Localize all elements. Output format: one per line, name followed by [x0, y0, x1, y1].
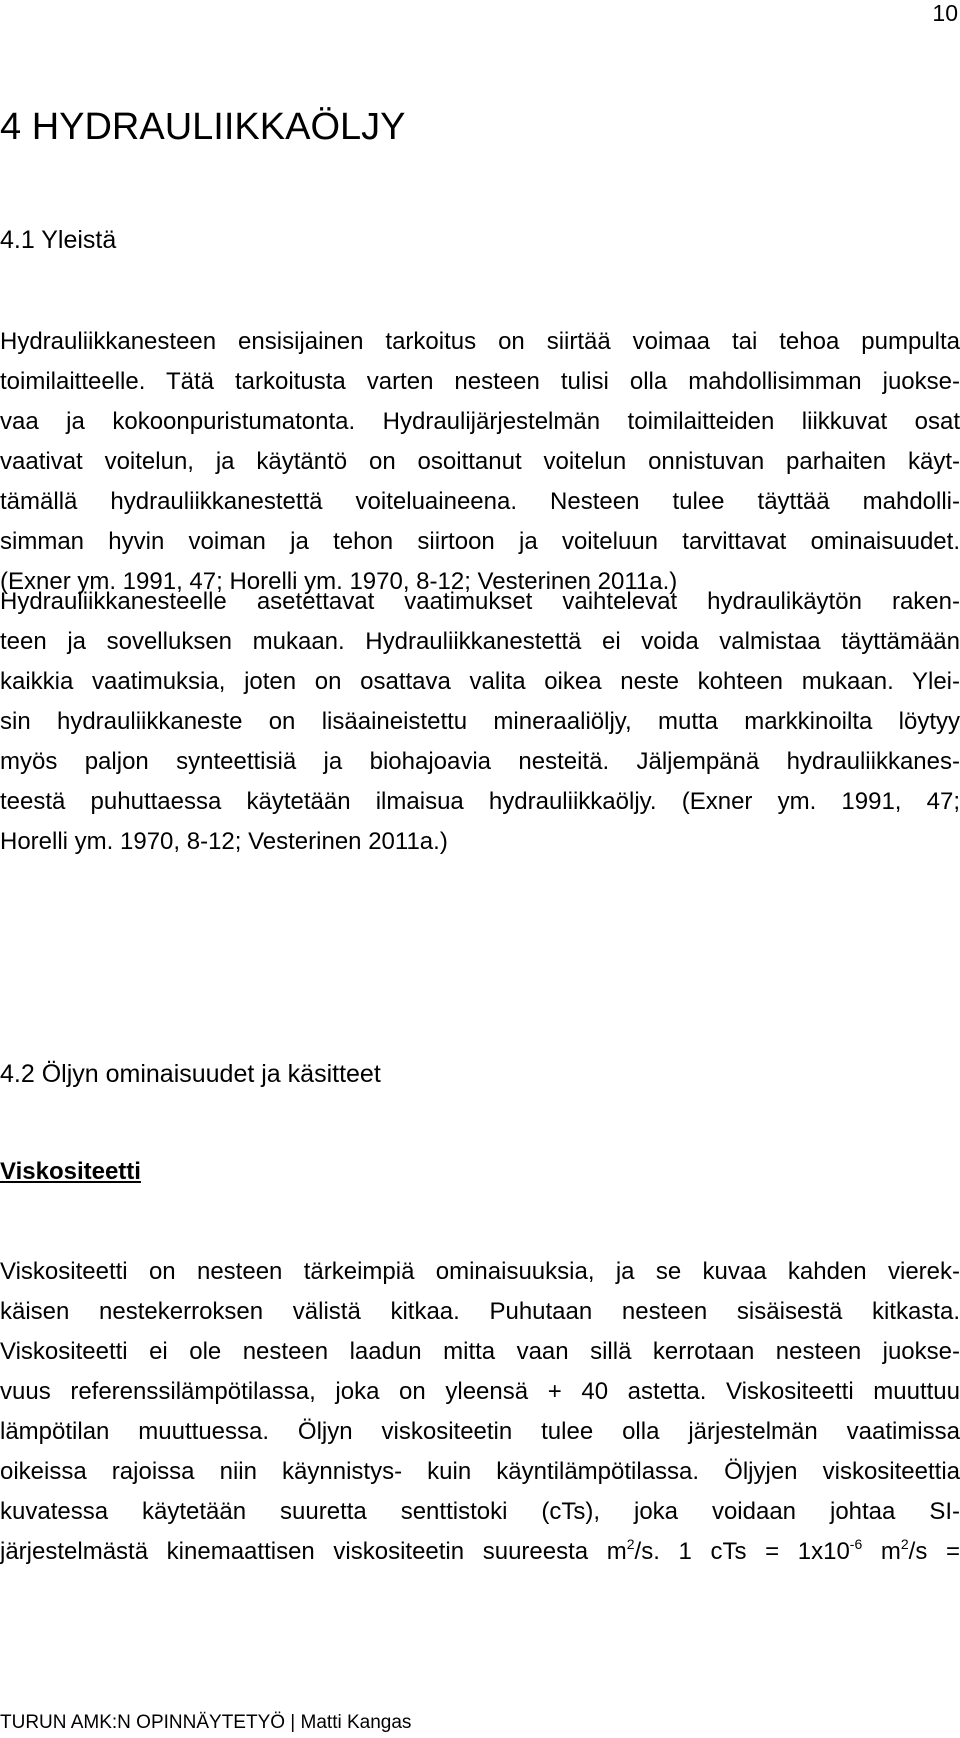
section-title-ominaisuudet: 4.2 Öljyn ominaisuudet ja käsitteet [0, 1060, 381, 1088]
text-line: myös paljon synteettisiä ja biohajoavia nesteitä. Jäljempänä hydrauliikkanes- [0, 748, 960, 775]
text-line: toimilaitteelle. Tätä tarkoitusta varten nesteen tulisi olla mahdollisimman juokse- [0, 368, 960, 395]
text-line: teen ja sovelluksen mukaan. Hydrauliikkanestettä ei voida valmistaa täyttämään [0, 628, 960, 655]
text-line: simman hyvin voiman ja tehon siirtoon ja voiteluun tarvittavat ominaisuudet. [0, 528, 960, 555]
text-line: (Exner ym. 1991, 47; Horelli ym. 1970, 8-12; Vesterinen 2011a.) [0, 568, 678, 595]
footer-author: Matti Kangas [300, 1712, 412, 1733]
text-line: lämpötilan muuttuessa. Öljyn viskositeetin tulee olla järjestelmän vaatimissa [0, 1418, 960, 1445]
section-title-yleista: 4.1 Yleistä [0, 226, 117, 254]
text-line: vuus referenssilämpötilassa, joka on yleensä + 40 astetta. Viskositeetti muuttuu [0, 1378, 960, 1405]
text-line: kaikkia vaatimuksia, joten on osattava valita oikea neste kohteen mukaan. Ylei- [0, 668, 960, 695]
chapter-title: 4 HYDRAULIIKKAÖLJY [0, 106, 406, 148]
text-line: teestä puhuttaessa käytetään ilmaisua hydrauliikkaöljy. (Exner ym. 1991, 47; [0, 788, 960, 815]
text-line: käisen nestekerroksen välistä kitkaa. Puhutaan nesteen sisäisestä kitkasta. [0, 1298, 960, 1325]
subheading-viskositeetti: Viskositeetti [0, 1158, 141, 1185]
text-line: Hydrauliikkanesteen ensisijainen tarkoitus on siirtää voimaa tai tehoa pumpulta [0, 328, 960, 355]
text-line: Viskositeetti on nesteen tärkeimpiä ominaisuuksia, ja se kuvaa kahden vierek- [0, 1258, 960, 1285]
text-line: vaativat voitelun, ja käytäntö on osoittanut voitelun onnistuvan parhaiten käyt- [0, 448, 960, 475]
text-line: Horelli ym. 1970, 8-12; Vesterinen 2011a.) [0, 828, 448, 855]
page-number: 10 [932, 0, 958, 26]
text-line: kuvatessa käytetään suuretta senttistoki (cTs), joka voidaan johtaa SI- [0, 1498, 960, 1525]
footer-separator: | [285, 1712, 301, 1733]
text-line-formula: järjestelmästä kinemaattisen viskositeetin suureesta $m^2/s$. 1 cTs = $1x10^{-6}$ $m^2/s$ = [0, 1536, 960, 1565]
text-line: sin hydrauliikkaneste on lisäaineistettu mineraaliöljy, mutta markkinoilta löytyy [0, 708, 960, 735]
text-line: Viskositeetti ei ole nesteen laadun mitta vaan sillä kerrotaan nesteen juokse- [0, 1338, 960, 1365]
text-line: oikeissa rajoissa niin käynnistys- kuin käyntilämpötilassa. Öljyjen viskositeettia [0, 1458, 960, 1485]
paragraph-purpose [0, 322, 960, 602]
text-line: tämällä hydrauliikkanestettä voiteluaineena. Nesteen tulee täyttää mahdolli- [0, 488, 960, 515]
text-line: vaa ja kokoonpuristumatonta. Hydraulijärjestelmän toimilaitteiden liikkuvat osat [0, 408, 960, 435]
paragraph-viscosity [0, 1252, 960, 1572]
footer-publisher: TURUN AMK:N OPINNÄYTETYÖ [0, 1712, 286, 1733]
text-line: Hydrauliikkanesteelle asetettavat vaatimukset vaihtelevat hydraulikäytön raken- [0, 588, 960, 615]
paragraph-requirements [0, 582, 960, 862]
footer [0, 1712, 411, 1734]
